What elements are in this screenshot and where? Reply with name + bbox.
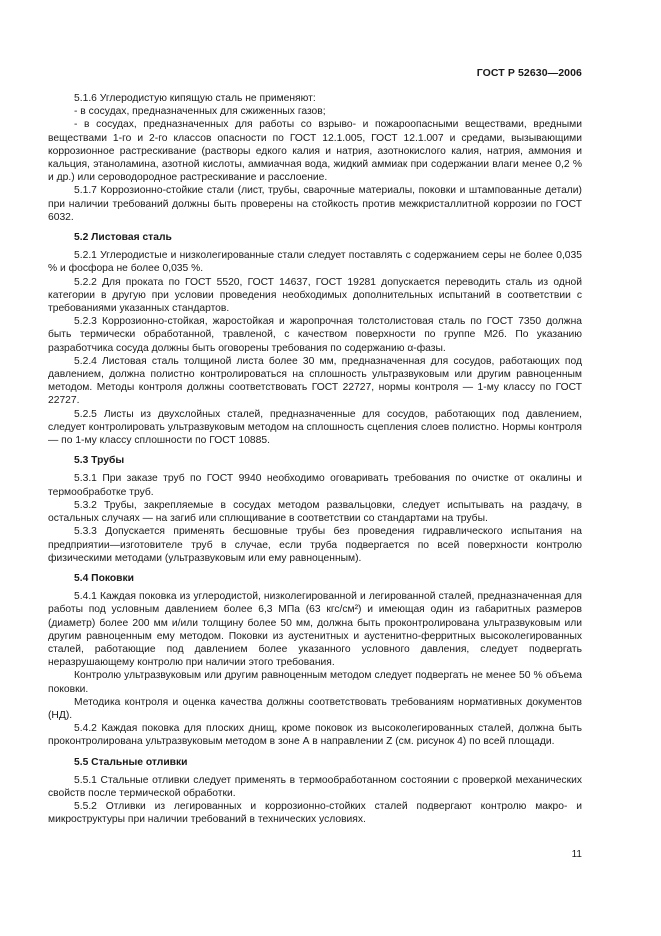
paragraph-5-3-3: 5.3.3 Допускается применять бесшовные трубы без проведения гидравлического испытания на предприятии—изготовителе труб в случае, если труба подвергается по всей поверхности контролю физическими методами (ультразвуковым или ему равноценным). bbox=[48, 526, 582, 564]
paragraph-5-2-1: 5.2.1 Углеродистые и низколегированные стали следует поставлять с содержанием серы не более 0,035 % и фосфора не более 0,035 %. bbox=[48, 250, 582, 275]
paragraph-5-2-3: 5.2.3 Коррозионно-стойкая, жаростойкая и жаропрочная толстолистовая сталь по ГОСТ 7350 должна быть термически обработанной, травленой, с качеством поверхности по группе М2б. По указанию разработчика сосуда должны быть оговорены требования по содержанию α-фазы. bbox=[48, 316, 582, 354]
section-heading-5-2: 5.2 Листовая сталь bbox=[74, 232, 172, 244]
paragraph-5-4-1: 5.4.1 Каждая поковка из углеродистой, низколегированной и легированной сталей, предназначенная для работы под условным давлением более 6,3 МПа (63 кгс/см²) и имеющая один из габаритных размеров (диаметр) более 200 мм и/или толщину более 50 мм, должна быть проконтролирована ультразвуковым или другим равноценным ему методом. Поковки из аустенитных и аустенитно-ферритных высоколегированных сталей, работающие под давлением более указанного условного давления, следует подвергать неразрушающему контролю при наличии этого требования. bbox=[48, 591, 582, 669]
list-item-liquefied-gases: - в сосудах, предназначенных для сжиженных газов; bbox=[74, 106, 326, 118]
paragraph-5-1-7: 5.1.7 Коррозионно-стойкие стали (лист, трубы, сварочные материалы, поковки и штампованные детали) при наличии требований должны быть проверены на стойкость против межкристаллитной коррозии по ГОСТ 6032. bbox=[48, 185, 582, 223]
paragraph-5-3-1: 5.3.1 При заказе труб по ГОСТ 9940 необходимо оговаривать требования по очистке от окалины и термообработке труб. bbox=[48, 473, 582, 498]
paragraph-5-2-2: 5.2.2 Для проката по ГОСТ 5520, ГОСТ 14637, ГОСТ 19281 допускается переводить сталь из одной категории в другую при условии проведения необходимых дополнительных испытаний в соответствии с требованиями указанных стандартов. bbox=[48, 276, 582, 315]
paragraph-5-4-1-control: Контролю ультразвуковым или другим равноценным методом следует подвергать не менее 50 % объема поковки. bbox=[48, 670, 582, 695]
paragraph-5-1-6: 5.1.6 Углеродистую кипящую сталь не применяют: bbox=[74, 93, 316, 104]
list-item-hazardous-substances: - в сосудах, предназначенных для работы со взрыво- и пожароопасными веществами, вредными веществами 1-го и 2-го классов опасности по ГОСТ 12.1.005, ГОСТ 12.1.007 и средами, вызывающими коррозионное растрескивание (растворы едкого калия и натрия, азотнокислого калия, натрия, аммония и кальция, этаноламина, азотной кислоты, аммиачная вода, жидкий аммиак при содержании влаги менее 0,2 % и др.) или сероводородное растрескивание и расслоение. bbox=[48, 119, 582, 184]
document-body bbox=[48, 92, 582, 827]
paragraph-5-4-2: 5.4.2 Каждая поковка для плоских днищ, кроме поковок из высоколегированных сталей, должна быть проконтролирована ультразвуковым методом в зоне А в направлении Z (см. рисунок 4) по всей площади. bbox=[48, 723, 582, 748]
paragraph-5-2-5: 5.2.5 Листы из двухслойных сталей, предназначенные для сосудов, работающих под давлением, следует контролировать ультразвуковым методом на сплошность сцепления слоев полистно. Нормы контроля — по 1-му классу сплошности по ГОСТ 10885. bbox=[48, 408, 582, 447]
paragraph-5-5-1: 5.5.1 Стальные отливки следует применять в термообработанном состоянии с проверкой механических свойств после термической обработки. bbox=[48, 774, 582, 799]
section-heading-5-3: 5.3 Трубы bbox=[74, 455, 125, 467]
section-heading-5-5: 5.5 Стальные отливки bbox=[74, 756, 188, 768]
paragraph-5-3-2: 5.3.2 Трубы, закрепляемые в сосудах методом развальцовки, следует испытывать на раздачу, в остальных случаях — на загиб или сплющивание в соответствии со стандартами на трубы. bbox=[48, 499, 582, 525]
section-heading-5-4: 5.4 Поковки bbox=[74, 572, 134, 584]
paragraph-5-5-2: 5.5.2 Отливки из легированных и коррозионно-стойких сталей подвергают контролю макро- и микроструктуры при наличии требований в технических условиях. bbox=[48, 801, 582, 826]
paragraph-5-4-1-method: Методика контроля и оценка качества должны соответствовать требованиям нормативных документов (НД). bbox=[48, 696, 582, 721]
page-number: 11 bbox=[571, 849, 582, 860]
paragraph-5-2-4: 5.2.4 Листовая сталь толщиной листа более 30 мм, предназначенная для сосудов, работающих под давлением, должна полистно контролироваться на сплошность ультразвуковым или другим равноценным методом. Методы контроля должны соответствовать ГОСТ 22727, нормы контроля — 1-му классу по ГОСТ 22727. bbox=[48, 355, 582, 407]
document-header: ГОСТ Р 52630—2006 bbox=[476, 67, 582, 79]
